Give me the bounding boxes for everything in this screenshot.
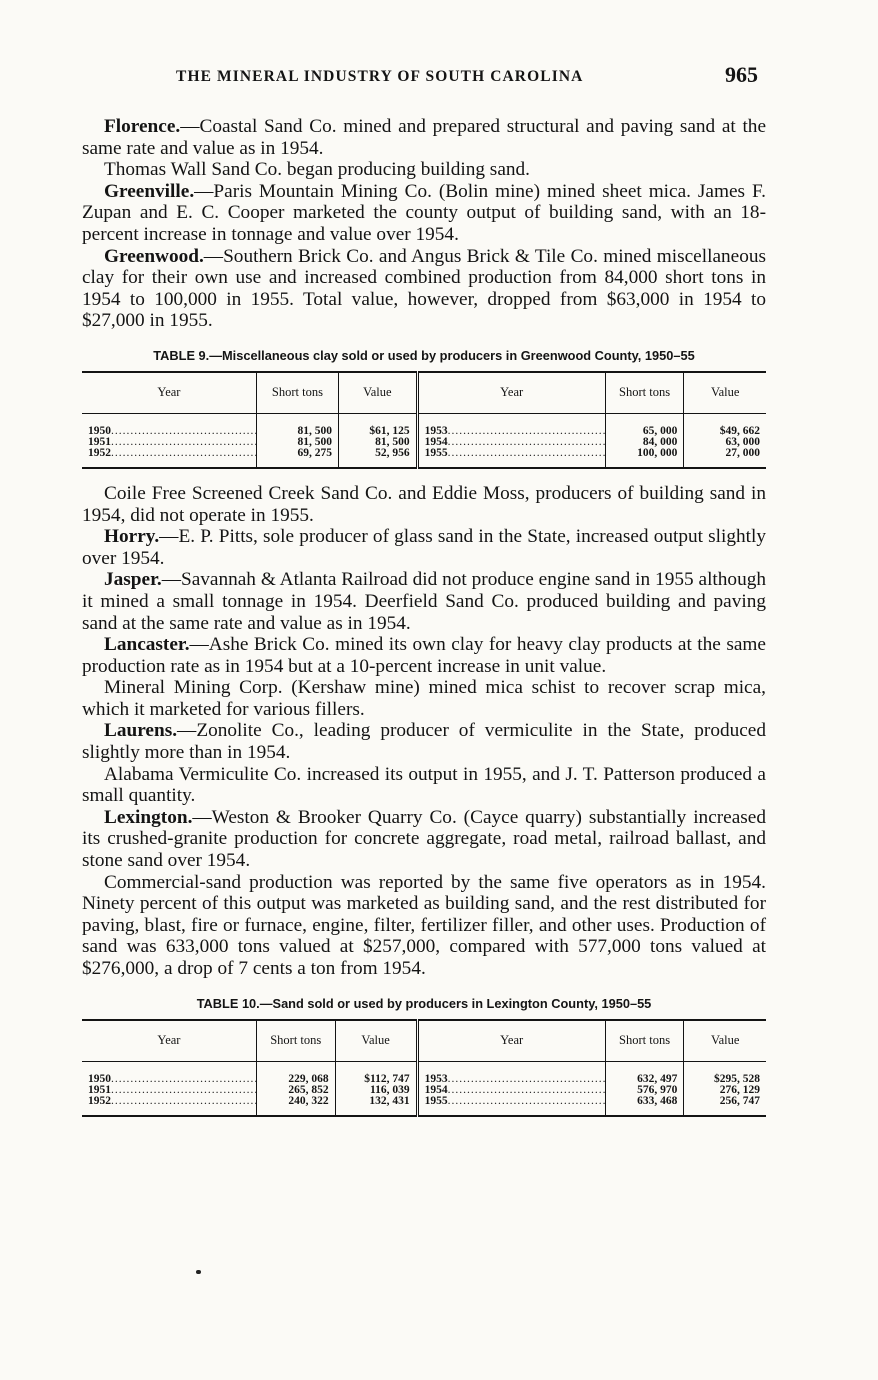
table-9-caption: TABLE 9.—Miscellaneous clay sold or used by producers in Greenwood County, 1950–55 [153, 347, 695, 363]
ink-dot [196, 1270, 201, 1274]
page [82, 60, 766, 1117]
year-cell: 1953 ..... [417, 1061, 605, 1085]
table-row [82, 448, 766, 468]
value-cell: 81, 500 [338, 437, 417, 448]
table-10 [82, 1019, 766, 1117]
paragraph-text: —Paris Mountain Mining Co. (Bolin mine) mined sheet mica. James F. Zupan and E. C. Cooper marketed the county output of building sand, with an 18-percent increase in tonnage and value over 1954. [82, 180, 766, 245]
paragraph [82, 634, 766, 677]
column-header: Year [417, 1020, 605, 1062]
year-cell: 1954 ..... [417, 437, 605, 448]
county-heading: Lancaster. [104, 634, 190, 656]
paragraph-text: —Ashe Brick Co. mined its own clay for heavy clay products at the same production rate as in 1954 but at a 10-percent increase in unit value. [82, 634, 766, 677]
year-cell: 1952 ..... [82, 1096, 256, 1116]
value-cell: $61, 125 [338, 413, 417, 437]
county-heading: Jasper. [104, 569, 162, 591]
page-number: 965 [725, 62, 758, 87]
column-header: Year [417, 372, 605, 414]
value-cell: 240, 322 [256, 1096, 335, 1116]
column-header: Year [82, 1020, 256, 1062]
column-header: Short tons [256, 372, 338, 414]
paragraph [82, 181, 766, 246]
paragraphs-top [82, 116, 766, 332]
value-cell: 63, 000 [725, 435, 760, 448]
paragraph [82, 483, 766, 526]
paragraph [82, 116, 766, 159]
value-cell: 265, 852 [256, 1085, 335, 1096]
county-heading: Lexington. [104, 806, 193, 828]
page-header [82, 60, 766, 96]
paragraph-text: Mineral Mining Corp. (Kershaw mine) mined mica schist to recover scrap mica, which it marketed for various fillers. [82, 677, 766, 720]
value-cell: $295, 528 [714, 1072, 760, 1085]
column-header: Value [684, 1020, 766, 1062]
value-cell: $112, 747 [335, 1061, 417, 1085]
paragraph-text: Thomas Wall Sand Co. began producing building sand. [104, 159, 530, 181]
value-cell: 81, 500 [256, 413, 338, 437]
year-cell: 1951 ..... [82, 1085, 256, 1096]
value-cell: 52, 956 [338, 448, 417, 468]
county-heading: Florence. [104, 116, 181, 137]
table-header-row [82, 1020, 766, 1062]
table-row [82, 1085, 766, 1096]
column-header: Value [338, 372, 417, 414]
value-cell: 65, 000 [605, 413, 684, 437]
value-cell: 81, 500 [256, 437, 338, 448]
value-cell: 256, 747 [684, 1096, 766, 1116]
column-header: Year [82, 372, 256, 414]
table-row [82, 1096, 766, 1116]
paragraph-text: Coile Free Screened Creek Sand Co. and Eddie Moss, producers of building sand in 1954, did not operate in 1955. [82, 482, 766, 526]
year-cell: 1950 ..... [82, 413, 256, 437]
column-header: Value [684, 372, 766, 414]
table-10-caption: TABLE 10.—Sand sold or used by producers in Lexington County, 1950–55 [196, 995, 652, 1011]
paragraph [82, 569, 766, 634]
paragraph [82, 807, 766, 872]
value-cell: 632, 497 [605, 1061, 684, 1085]
county-heading: Greenville. [104, 180, 195, 202]
year-cell: 1955 ..... [417, 1096, 605, 1116]
paragraph-text: —E. P. Pitts, sole producer of glass sand in the State, increased output slightly over 1954. [82, 526, 766, 569]
paragraph-text: Commercial-sand production was reported by the same five operators as in 1954. Ninety percent of this output was marketed as building sand, and the rest distributed for paving, blast, fire or furnace, engine, filter, fertilizer filler, and other uses. Production of sand was 633,000 tons valued at $257,000, compared with 577,000 tons valued at $276,000, a drop of 7 cents a ton from 1954. [82, 871, 766, 979]
paragraph-text: —Savannah & Atlanta Railroad did not produce engine sand in 1955 although it mined a small tonnage in 1954. Deerfield Sand Co. produced building and paving sand at the same rate and value as in 1954. [82, 569, 766, 634]
paragraph-text: Alabama Vermiculite Co. increased its output in 1955, and J. T. Patterson produced a small quantity. [82, 763, 766, 807]
paragraph [82, 720, 766, 763]
table-header-row [82, 372, 766, 414]
year-cell: 1950 ..... [82, 1061, 256, 1085]
paragraph [82, 872, 766, 980]
value-cell: 84, 000 [605, 437, 684, 448]
paragraph-text: —Southern Brick Co. and Angus Brick & Tile Co. mined miscellaneous clay for their own use and increased combined production from 84,000 short tons in 1954 to 100,000 in 1955. Total value, however, dropped from $63,000 in 1954 to $27,000 in 1955. [82, 245, 766, 332]
value-cell: $49, 662 [719, 424, 760, 437]
paragraph [82, 159, 766, 181]
table-row [82, 413, 766, 437]
column-header: Short tons [605, 1020, 684, 1062]
running-title: THE MINERAL INDUSTRY OF SOUTH CAROLINA [176, 68, 584, 85]
value-cell: 116, 039 [335, 1085, 417, 1096]
paragraph-text: —Weston & Brooker Quarry Co. (Cayce quarry) substantially increased its crushed-granite production for concrete aggregate, road metal, railroad ballast, and stone sand over 1954. [82, 806, 766, 872]
column-header: Value [335, 1020, 417, 1062]
table-9 [82, 371, 766, 469]
year-cell: 1953 ..... [417, 413, 605, 437]
paragraph-text: —Coastal Sand Co. mined and prepared structural and paving sand at the same rate and value as in 1954. [82, 116, 766, 159]
value-cell: 276, 129 [719, 1083, 760, 1096]
paragraph [82, 677, 766, 720]
year-cell: 1952 ..... [82, 448, 256, 468]
paragraph [82, 246, 766, 332]
value-cell: 132, 431 [335, 1096, 417, 1116]
county-heading: Horry. [104, 526, 160, 548]
year-cell: 1955 ..... [417, 448, 605, 468]
county-heading: Laurens. [104, 720, 178, 742]
paragraph-text: —Zonolite Co., leading producer of vermiculite in the State, produced slightly more than in 1954. [82, 720, 766, 764]
paragraph [82, 526, 766, 569]
value-cell: 69, 275 [256, 448, 338, 468]
year-cell: 1951 ..... [82, 437, 256, 448]
year-cell: 1954 ..... [417, 1085, 605, 1096]
column-header: Short tons [256, 1020, 335, 1062]
paragraphs-mid [82, 483, 766, 980]
column-header: Short tons [605, 372, 684, 414]
value-cell: 576, 970 [605, 1085, 684, 1096]
value-cell: 100, 000 [605, 448, 684, 468]
value-cell: 633, 468 [605, 1096, 684, 1116]
value-cell: 27, 000 [684, 448, 766, 468]
table-row [82, 1061, 766, 1085]
paragraph [82, 764, 766, 807]
county-heading: Greenwood. [104, 245, 204, 267]
value-cell: 229, 068 [256, 1061, 335, 1085]
